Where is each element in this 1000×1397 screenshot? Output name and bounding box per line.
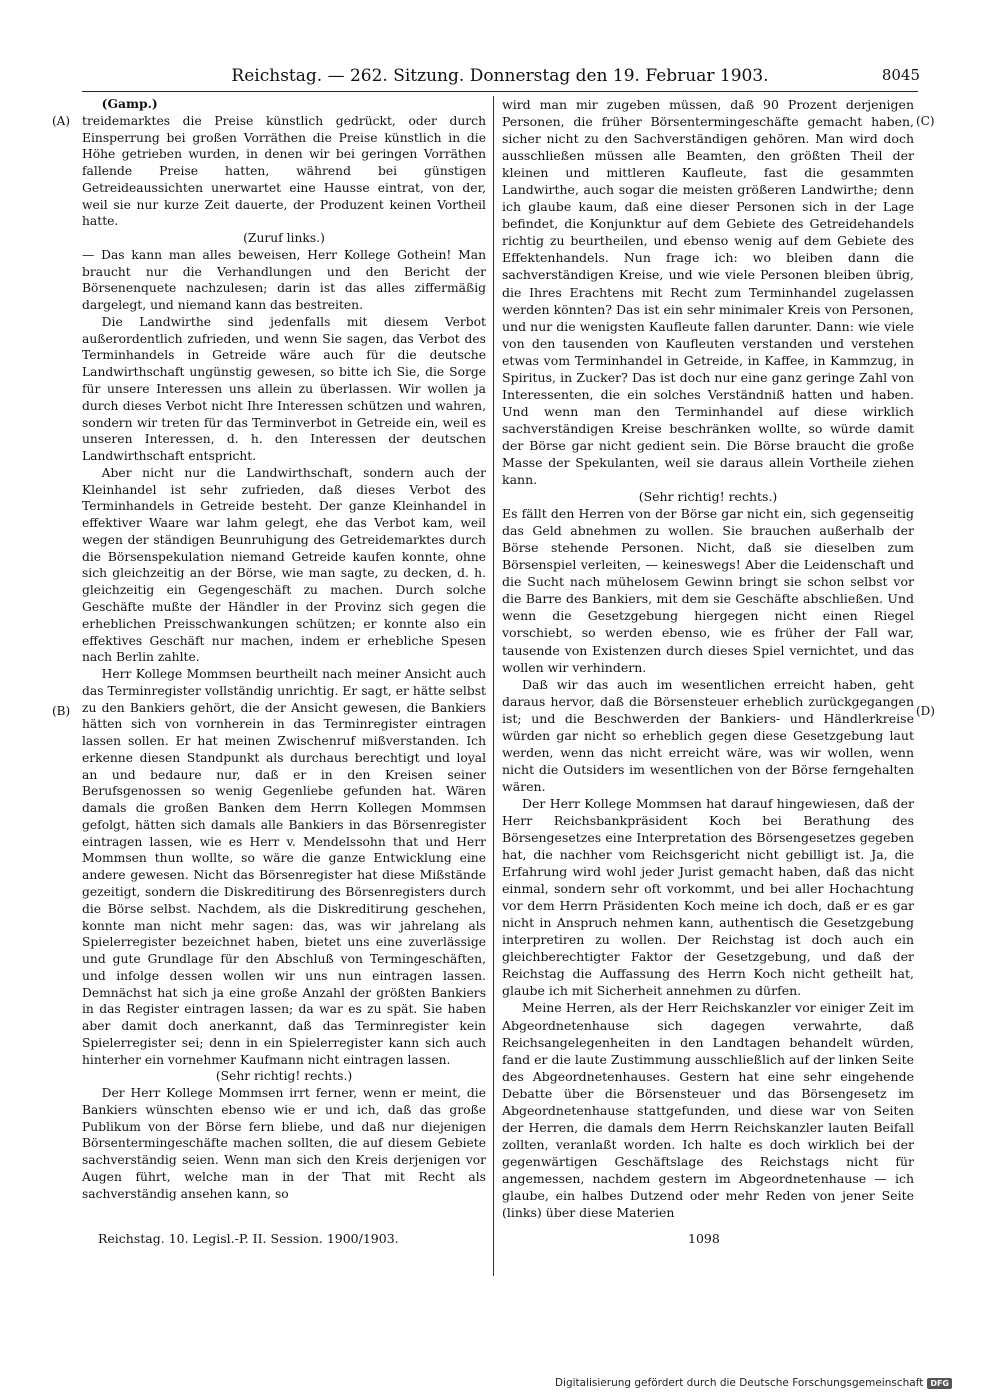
running-header: [80, 66, 920, 90]
paragraph: Meine Herren, als der Herr Reichskanzler vor einiger Zeit im Abgeordnetenhause sich dagegen verwahrte, daß Reichsangelegenheiten in den Landtagen behandelt würden, fand er die laute Zustimmung ausschließlich auf der linken Seite des Abgeordnetenhauses. Gestern hat eine sehr eingehende Debatte über die Börsensteuer und das Börsengesetz im Abgeordnetenhause stattgefunden, und diese war von Seiten der Herren, die damals dem Herrn Reichskanzler lauten Beifall zollten, veranlaßt worden. Ich halte es doch wirklich bei der gegenwärtigen Geschäftslage des Reichstags nicht für angemessen, nachdem gestern im Abgeordnetenhause — ich glaube, ein halbes Dutzend oder mehr Reden von jener Seite (links) über diese Materien: [502, 1000, 914, 1221]
page-number: 8045: [881, 66, 920, 84]
paragraph: wird man mir zugeben müssen, daß 90 Prozent derjenigen Personen, die früher Börsentermingeschäfte gemacht haben, sicher nicht zu den Sachverständigen gehören. Man wird doch ausschließen müssen alle Beamten, den größten Theil der kleinen und mittleren Kaufleute, fast die gesammten Landwirthe, auch sogar die meisten größeren Landwirthe; denn ich glaube kaum, daß eine dieser Personen sich in der Lage befindet, die Konjunktur auf dem Gebiete des Getreidehandels richtig zu beurtheilen, und ebenso wenig auf dem Gebiete des Effektenhandels. Nun frage ich: wo bleiben dann die sachverständigen Kreise, und wie viele Personen bleiben übrig, die Ihres Erachtens mit Recht zum Terminhandel zugelassen werden könnten? Das ist ein sehr minimaler Kreis von Personen, und nur die wenigsten Kaufleute fallen darunter. Dann: wie viele von den tausenden von Kaufleuten verstanden und verstehen etwas vom Terminhandel in Getreide, in Kaffee, in Kammzug, in Spiritus, in Zucker? Das ist doch nur eine ganz geringe Zahl von Interessenten, die ein solches Verständniß hatten und haben. Und wenn man den Terminhandel auf diese wirklich sachverständigen Kreise beschränken wollte, so würde damit der Börse gar nicht gedient sein. Die Börse braucht die große Masse der Spekulanten, weil sie daraus allein Vortheile ziehen kann.: [502, 97, 914, 488]
margin-marker-a: (A): [52, 114, 71, 128]
margin-marker-d: (D): [916, 704, 935, 718]
paragraph: Es fällt den Herren von der Börse gar nicht ein, sich gegenseitig das Geld abnehmen zu wollen. Sie brauchen außerhalb der Börse stehende Personen. Nicht, daß sie dieselben zum Börsenspiel verleiten, — keineswegs! Aber die Leidenschaft und die Sucht nach mühelosem Gewinn bringt sie schon selbst vor die Barre des Bankiers, mit dem sie Geschäfte abschließen. Und wenn die Gesetzgebung hiergegen nicht einen Riegel vorschiebt, so werden ebenso, wie es früher der Fall war, tausende von Existenzen durch dieses Spiel vernichtet, und das wollen wir verhindern.: [502, 506, 914, 675]
interjection: (Zuruf links.): [243, 231, 325, 246]
column-divider: [493, 96, 494, 1276]
column-right: [502, 96, 914, 1224]
paragraph: Daß wir das auch im wesentlichen erreicht haben, geht daraus hervor, daß die Börsensteuer erheblich zurückgegangen ist; und die Beschwerden der Bankiers- und Händlerkreise würden gar nicht so erheblich gegen diese Gesetzgebung laut werden, wenn das nicht erreicht wäre, was wir wollen, wenn nicht die Outsiders im wesentlichen von der Börse ferngehalten wären.: [502, 676, 914, 794]
column-left: [82, 96, 486, 1224]
dfg-logo-icon: DFG: [927, 1378, 952, 1389]
margin-marker-c: (C): [916, 114, 935, 128]
interjection: (Sehr richtig! rechts.): [638, 489, 778, 505]
paragraph: Aber nicht nur die Landwirthschaft, sondern auch der Kleinhandel ist sehr zufrieden, daß dieses Verbot des Terminhandels in Getreide besteht. Der ganze Kleinhandel in effektiver Waare war lahm gelegt, ehe das Verbot kam, weil wegen der ständigen Beunruhigung des Getreidemarktes durch die Börsenspekulation niemand Getreide kaufen konnte, ohne sich gleichzeitig an der Börse, wie man sagte, zu decken, d. h. gleichzeitig ein Gegengeschäft zu machen. Durch solche Geschäfte mußte der Händler in der Provinz sich gegen die erheblichen Preisschwankungen schützen; er konnte also ein effektives Geschäft nur machen, indem er erhebliche Spesen nach Berlin zahlte.: [82, 465, 486, 665]
margin-marker-b: (B): [52, 704, 71, 718]
footer-session: Reichstag. 10. Legisl.-P. II. Session. 1900/1903.: [98, 1231, 399, 1246]
paragraph: Herr Kollege Mommsen beurtheilt nach meiner Ansicht auch das Terminregister vollständig unrichtig. Er sagt, er hätte selbst zu den Bankiers gehört, die der Ansicht gewesen, die Bankiers hätten sich von vornherein in das Terminregister eintragen lassen sollen. Er hat meinen Zwischenruf mißverstanden. Ich erkenne diesen Standpunkt als durchaus berechtigt und loyal an und bedaure nur, daß er in den Kreisen seiner Berufsgenossen so wenig Gegenliebe gefunden hat. Wären damals die großen Banken dem Herrn Kollegen Mommsen gefolgt, hätten sich damals alle Bankiers in das Börsenregister eintragen lassen, wie es Herr v. Mendelssohn that und Herr Mommsen thun wollte, so wäre die ganze Entwicklung eine andere gewesen. Nicht das Börsenregister hat diese Mißstände gezeitigt, sondern die Diskreditirung des Börsenregisters durch die Börse selbst. Nachdem, als die Diskreditirung geschehen, konnte man nicht mehr sagen: das, was wir jahrelang als Spielerregister bezeichnet haben, bietet uns eine zuverlässige und gute Grundlage für den Abschluß von Termingeschäften, und infolge dessen wollen wir uns nun eintragen lassen. Demnächst hat sich ja eine große Anzahl der größten Bankiers in das Register eintragen lassen; da war es zu spät. Sie haben aber damit doch anerkannt, daß das Terminregister kein Spielerregister sei; denn in ein Spielerregister kann sich auch hinterher ein vornehmer Kaufmann nicht eintragen lassen.: [82, 667, 486, 1067]
paragraph: Der Herr Kollege Mommsen hat darauf hingewiesen, daß der Herr Reichsbankpräsident Koch bei Berathung des Börsengesetzes eine Interpretation des Börsengesetzes gegeben hat, die nachher vom Reichsgericht nicht gebilligt ist. Ja, die Erfahrung wird wohl jeder Jurist gemacht haben, daß das nicht einmal, sondern sehr oft vorkommt, und bei aller Hochachtung vor dem Herrn Präsidenten Koch meine ich doch, daß er es gar nicht in Anspruch nehmen kann, authentisch die Gesetzgebung interpretiren zu wollen. Der Reichstag ist doch auch ein gleichberechtigter Faktor der Gesetzgebung, und daß der Reichstag die Auffassung des Herrn Koch nicht getheilt hat, glaube ich mit Sicherheit annehmen zu dürfen.: [502, 795, 914, 999]
paragraph: Der Herr Kollege Mommsen irrt ferner, wenn er meint, die Bankiers wünschten ebenso wie er und ich, daß das große Publikum von der Börse fern bliebe, und daß nur diejenigen Börsentermingeschäfte machen sollten, die auf diesem Gebiete sachverständig seien. Wenn man sich den Kreis derjenigen vor Augen führt, welche man in der That mit Recht als sachverständig ansehen kann, so: [82, 1086, 486, 1201]
paragraph: — Das kann man alles beweisen, Herr Kollege Gothein! Man braucht nur die Verhandlungen und den Bericht der Börsenenquete nachzulesen; darin ist das alles ziffermäßig dargelegt, und niemand kann das bestreiten.: [82, 247, 486, 313]
interjection: (Sehr richtig! rechts.): [215, 1069, 353, 1084]
header-title: Reichstag. — 262. Sitzung. Donnerstag den 19. Februar 1903.: [231, 66, 769, 86]
speaker-name: (Gamp.): [101, 96, 158, 111]
paragraph: Die Landwirthe sind jedenfalls mit diesem Verbot außerordentlich zufrieden, und wenn Sie sagen, das Verbot des Terminhandels in Getreide wäre auch für die deutsche Landwirthschaft ungünstig gewesen, so bitte ich Sie, die Sorge für unsere Interessen uns allein zu überlassen. Wir wollen ja durch dieses Verbot nicht Ihre Interessen schützen und wahren, sondern wir treten für das Terminverbot in Getreide ein, weil es unseren Interessen, d. h. den Interessen der deutschen Landwirthschaft entspricht.: [82, 314, 486, 464]
paragraph: treidemarktes die Preise künstlich gedrückt, oder durch Einsperrung bei großen Vorräthen die Preise künstlich in die Höhe getrieben wurden, in denen wir bei geringen Vorräthen fallende Preise hatten, während bei günstigen Getreideaussichten unerwartet eine Hausse eintrat, von der, weil sie nur kurze Zeit dauerte, der Produzent keinen Vortheil hatte.: [82, 113, 486, 229]
digitization-credit: [555, 1377, 952, 1389]
header-rule: [82, 91, 918, 92]
footer-sheet-number: 1098: [688, 1231, 720, 1246]
credit-text: Digitalisierung gefördert durch die Deutsche Forschungsgemeinschaft: [554, 1377, 924, 1389]
